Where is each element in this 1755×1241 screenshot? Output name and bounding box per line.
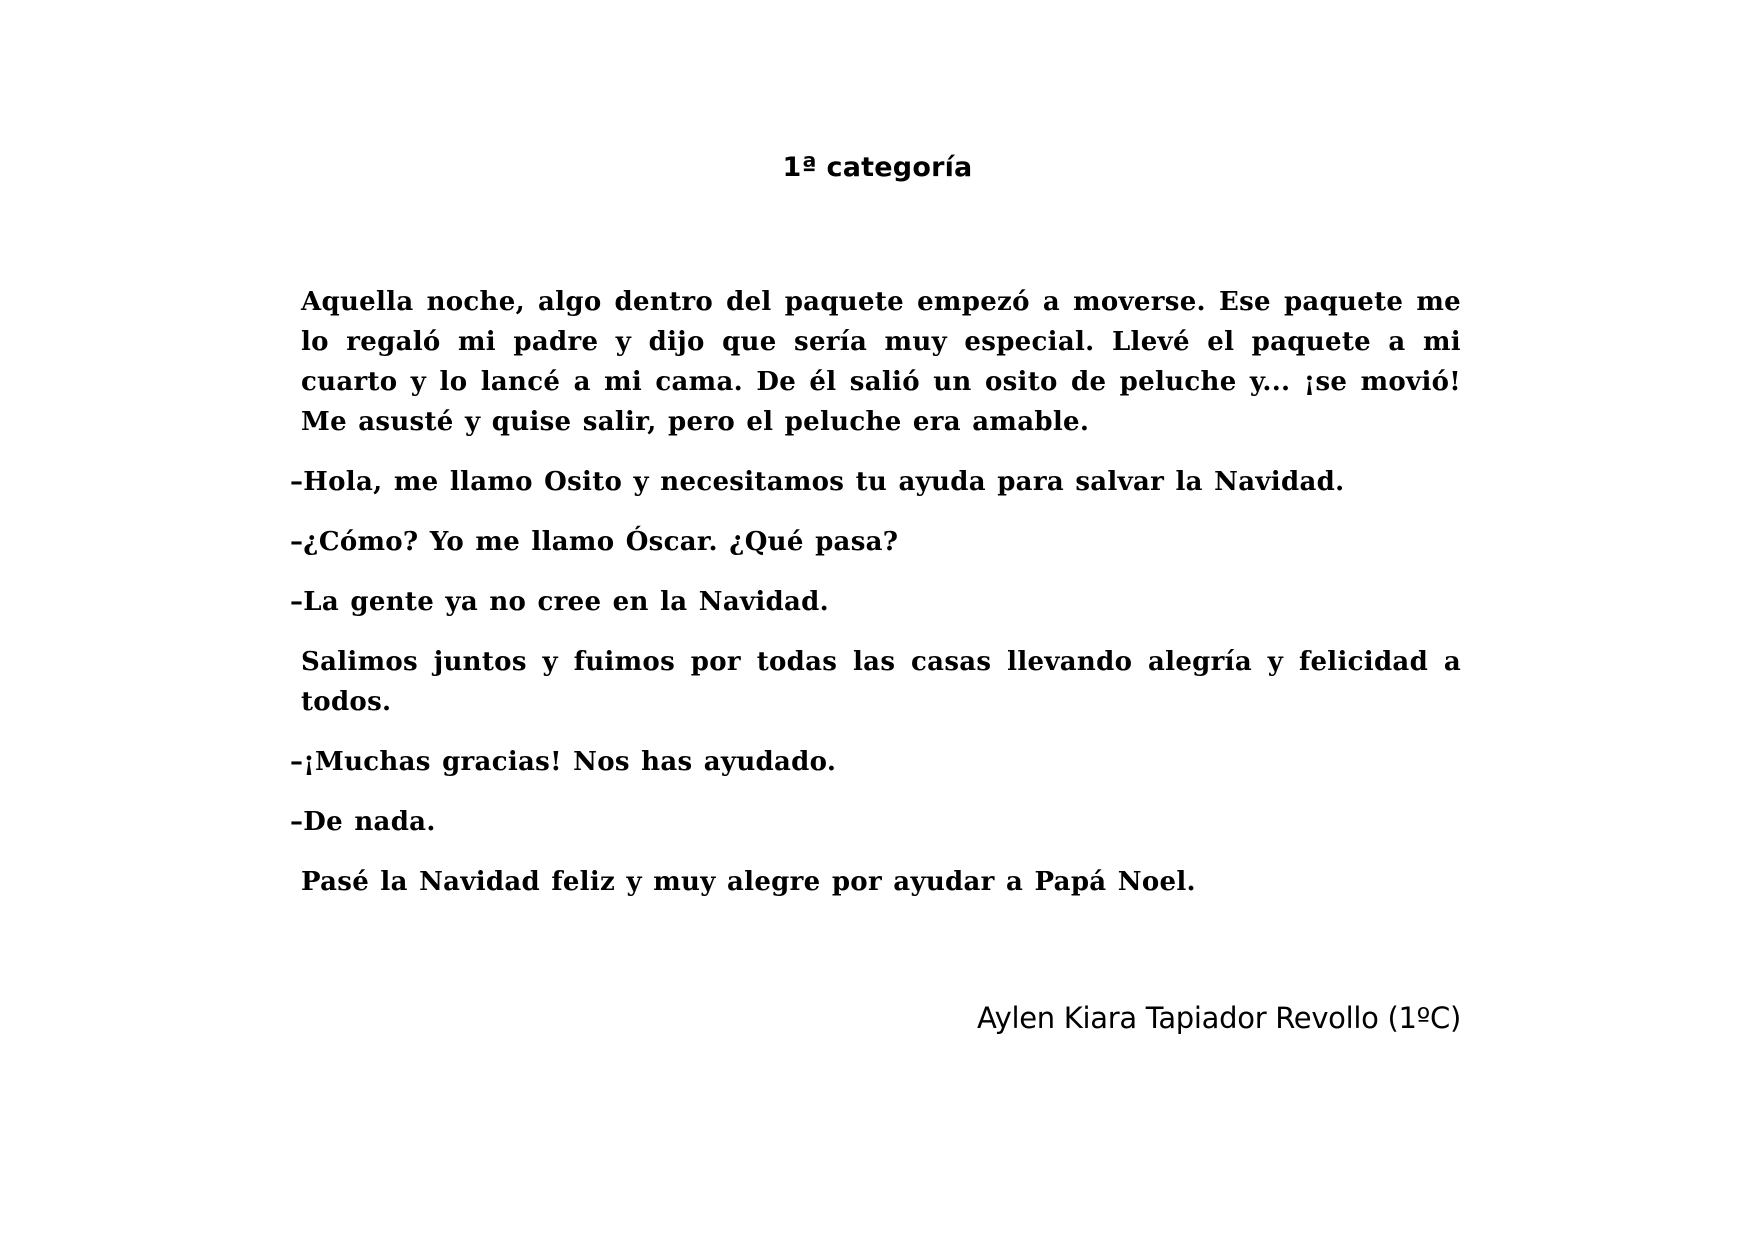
dialogue-line: –¡Muchas gracias! Nos has ayudado. [290, 747, 837, 777]
dialogue-line: –Hola, me llamo Osito y necesitamos tu ayuda para salvar la Navidad. [290, 467, 1345, 497]
category-title: 1ª categoría [782, 152, 973, 183]
dialogue-line: –La gente ya no cree en la Navidad. [290, 587, 830, 617]
story-paragraph: Pasé la Navidad feliz y muy alegre por ayudar a Papá Noel. [301, 867, 1196, 897]
dialogue-line: –¿Cómo? Yo me llamo Óscar. ¿Qué pasa? [290, 527, 899, 557]
story-body [290, 282, 1461, 922]
dialogue-line: –De nada. [290, 807, 436, 837]
story-paragraph: Aquella noche, algo dentro del paquete empezó a moverse. Ese paquete me lo regaló mi padre y dijo que sería muy especial. Llevé el paquete a mi cuarto y lo lancé a mi cama. De él salió un osito de peluche y... ¡se movió! Me asusté y quise salir, pero el peluche era amable. [301, 287, 1461, 437]
author-signature: Aylen Kiara Tapiador Revollo (1ºC) [977, 1001, 1461, 1035]
story-paragraph: Salimos juntos y fuimos por todas las casas llevando alegría y felicidad a todos. [301, 647, 1461, 717]
